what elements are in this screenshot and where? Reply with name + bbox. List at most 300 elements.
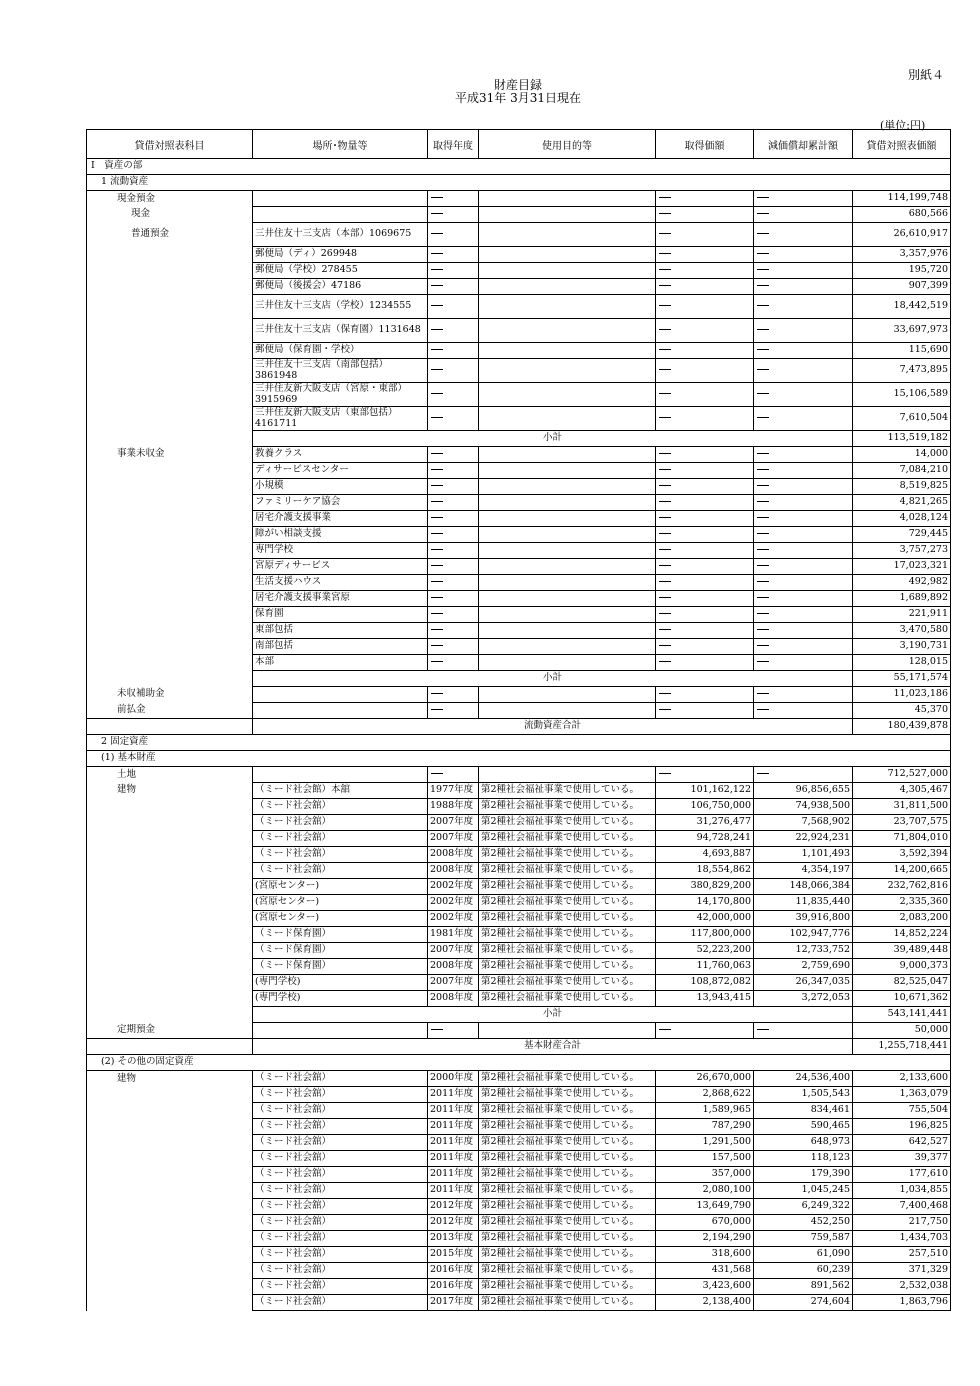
purpose-cell <box>479 527 656 543</box>
book-value-cell: 2,133,600 <box>853 1071 951 1087</box>
book-value-cell: 9,000,373 <box>853 959 951 975</box>
purpose-cell: 第2種社会福祉事業で使用している。 <box>479 1103 656 1119</box>
account-cell <box>87 607 253 623</box>
dash-mark <box>757 1029 769 1030</box>
purpose-cell <box>479 703 656 719</box>
book-value-cell: 712,527,000 <box>853 767 951 783</box>
location-cell: 三井住友新大阪支店（宮原・東部）3915969 <box>253 383 428 407</box>
dash-mark <box>757 369 769 370</box>
receivable-row <box>87 495 951 511</box>
book-value-cell: 492,982 <box>853 575 951 591</box>
location-cell: （ミード社会舘） <box>253 1135 428 1151</box>
book-value-cell: 10,671,362 <box>853 991 951 1007</box>
year-cell: 2008年度 <box>428 959 479 975</box>
book-value-cell: 7,400,468 <box>853 1199 951 1215</box>
account-cell: 建物 <box>87 783 253 799</box>
year-cell <box>428 767 479 783</box>
dash-mark <box>757 613 769 614</box>
book-value-cell: 7,473,895 <box>853 359 951 383</box>
book-value-cell: 14,200,665 <box>853 863 951 879</box>
subtotal-value: 113,519,182 <box>853 431 951 447</box>
purpose-cell: 第2種社会福祉事業で使用している。 <box>479 863 656 879</box>
book-value-cell: 50,000 <box>853 1023 951 1039</box>
location-cell: （ミード保育園） <box>253 943 428 959</box>
year-cell: 2011年度 <box>428 1119 479 1135</box>
account-cell <box>87 359 253 383</box>
year-cell: 2011年度 <box>428 1167 479 1183</box>
dash-mark <box>431 349 443 350</box>
book-value-cell: 2,335,360 <box>853 895 951 911</box>
account-cell <box>87 1295 253 1311</box>
account-cell: 建物 <box>87 1071 253 1087</box>
depreciation-cell: 759,587 <box>754 1231 853 1247</box>
account-cell <box>87 623 253 639</box>
dash-mark <box>431 501 443 502</box>
purpose-cell: 第2種社会福祉事業で使用している。 <box>479 975 656 991</box>
receivable-row <box>87 623 951 639</box>
year-cell <box>428 343 479 359</box>
purpose-cell: 第2種社会福祉事業で使用している。 <box>479 1167 656 1183</box>
deposit-row <box>87 295 951 319</box>
account-cell: 定期預金 <box>87 1023 253 1039</box>
location-cell: 南部包括 <box>253 639 428 655</box>
location-cell: 居宅介護支援事業宮原 <box>253 591 428 607</box>
year-cell: 2011年度 <box>428 1135 479 1151</box>
book-value-cell: 2,532,038 <box>853 1279 951 1295</box>
purpose-cell: 第2種社会福祉事業で使用している。 <box>479 991 656 1007</box>
purpose-cell <box>479 495 656 511</box>
document-title-block <box>0 79 980 105</box>
cost-cell: 42,000,000 <box>656 911 754 927</box>
dash-mark <box>431 773 443 774</box>
cost-cell: 318,600 <box>656 1247 754 1263</box>
dash-mark <box>431 329 443 330</box>
account-cell <box>87 1167 253 1183</box>
account-cell <box>87 1215 253 1231</box>
year-cell <box>428 623 479 639</box>
cost-cell <box>656 207 754 223</box>
location-cell: 三井住友十三支店（保育園）1131648 <box>253 319 428 343</box>
dash-mark <box>659 253 671 254</box>
location-cell: (宮原センター) <box>253 911 428 927</box>
building-row <box>87 1103 951 1119</box>
dash-mark <box>431 213 443 214</box>
building-row <box>87 1263 951 1279</box>
account-cell <box>87 1151 253 1167</box>
purpose-cell: 第2種社会福祉事業で使用している。 <box>479 847 656 863</box>
book-value-cell: 1,434,703 <box>853 1231 951 1247</box>
cost-cell <box>656 359 754 383</box>
book-value-cell: 755,504 <box>853 1103 951 1119</box>
book-value-cell: 907,399 <box>853 279 951 295</box>
book-value-cell: 3,190,731 <box>853 639 951 655</box>
deposit-row <box>87 263 951 279</box>
year-cell <box>428 279 479 295</box>
location-cell: （ミード社会舘） <box>253 1247 428 1263</box>
purpose-cell <box>479 383 656 407</box>
dash-mark <box>659 565 671 566</box>
year-cell <box>428 479 479 495</box>
book-value-cell: 1,863,796 <box>853 1295 951 1311</box>
book-value-cell: 232,762,816 <box>853 879 951 895</box>
cost-cell <box>656 343 754 359</box>
dash-mark <box>659 305 671 306</box>
building-row <box>87 879 951 895</box>
cost-cell: 357,000 <box>656 1167 754 1183</box>
purpose-cell <box>479 279 656 295</box>
building-row <box>87 1231 951 1247</box>
depreciation-cell <box>754 463 853 479</box>
depreciation-cell <box>754 607 853 623</box>
year-cell <box>428 591 479 607</box>
building-row <box>87 815 951 831</box>
purpose-cell <box>479 479 656 495</box>
location-cell: 三井住友十三支店（南部包括）3861948 <box>253 359 428 383</box>
cost-cell <box>656 247 754 263</box>
account-cell <box>87 479 253 495</box>
dash-mark <box>757 629 769 630</box>
depreciation-cell: 452,250 <box>754 1215 853 1231</box>
receivable-row <box>87 463 951 479</box>
cost-cell: 18,554,862 <box>656 863 754 879</box>
depreciation-cell: 39,916,800 <box>754 911 853 927</box>
depreciation-cell: 274,604 <box>754 1295 853 1311</box>
dash-mark <box>757 393 769 394</box>
account-cell <box>87 407 253 431</box>
depreciation-cell <box>754 639 853 655</box>
dash-mark <box>757 285 769 286</box>
purpose-cell: 第2種社会福祉事業で使用している。 <box>479 1231 656 1247</box>
depreciation-cell <box>754 575 853 591</box>
cost-cell: 157,500 <box>656 1151 754 1167</box>
year-cell <box>428 543 479 559</box>
account-cell <box>87 1183 253 1199</box>
dash-mark <box>757 197 769 198</box>
deposit-row <box>87 359 951 383</box>
purpose-cell <box>479 575 656 591</box>
account-cell <box>87 831 253 847</box>
year-cell: 2008年度 <box>428 991 479 1007</box>
purpose-cell: 第2種社会福祉事業で使用している。 <box>479 1119 656 1135</box>
book-value-cell: 4,821,265 <box>853 495 951 511</box>
depreciation-cell <box>754 207 853 223</box>
depreciation-cell <box>754 319 853 343</box>
dash-mark <box>757 349 769 350</box>
purpose-cell: 第2種社会福祉事業で使用している。 <box>479 1183 656 1199</box>
cost-cell <box>656 383 754 407</box>
year-cell <box>428 687 479 703</box>
purpose-cell <box>479 223 656 247</box>
year-cell: 2008年度 <box>428 847 479 863</box>
dash-mark <box>757 305 769 306</box>
book-value-cell: 257,510 <box>853 1247 951 1263</box>
cost-cell <box>656 295 754 319</box>
location-cell: （ミード社会舘） <box>253 1231 428 1247</box>
book-value-cell: 18,442,519 <box>853 295 951 319</box>
book-value-cell: 8,519,825 <box>853 479 951 495</box>
depreciation-cell: 102,947,776 <box>754 927 853 943</box>
dash-mark <box>757 453 769 454</box>
deposit-row <box>87 223 951 247</box>
receivable-row <box>87 527 951 543</box>
book-value-cell: 82,525,047 <box>853 975 951 991</box>
year-cell <box>428 703 479 719</box>
dash-mark <box>659 213 671 214</box>
account-cell <box>87 591 253 607</box>
dash-mark <box>757 329 769 330</box>
dash-mark <box>659 501 671 502</box>
depreciation-cell <box>754 247 853 263</box>
year-cell: 2012年度 <box>428 1199 479 1215</box>
cost-cell <box>656 191 754 207</box>
location-cell: （ミード社会舘） <box>253 1071 428 1087</box>
year-cell <box>428 639 479 655</box>
book-value-cell: 39,489,448 <box>853 943 951 959</box>
location-cell <box>253 191 428 207</box>
depreciation-cell <box>754 703 853 719</box>
cost-cell <box>656 767 754 783</box>
depreciation-cell <box>754 263 853 279</box>
col-cost: 取得価額 <box>656 130 754 159</box>
account-cell <box>87 1087 253 1103</box>
dash-mark <box>659 285 671 286</box>
building-row <box>87 895 951 911</box>
receivable-row <box>87 479 951 495</box>
dash-mark <box>431 661 443 662</box>
account-cell <box>87 639 253 655</box>
location-cell: 三井住友十三支店（本部）1069675 <box>253 223 428 247</box>
depreciation-cell <box>754 527 853 543</box>
account-cell: 前払金 <box>87 703 253 719</box>
purpose-cell: 第2種社会福祉事業で使用している。 <box>479 1071 656 1087</box>
receivable-row <box>87 639 951 655</box>
year-cell <box>428 191 479 207</box>
book-value-cell: 17,023,321 <box>853 559 951 575</box>
dash-mark <box>659 581 671 582</box>
account-cell <box>87 799 253 815</box>
col-book-value: 貸借対照表価額 <box>853 130 951 159</box>
dash-mark <box>659 329 671 330</box>
total-label: 流動資産合計 <box>253 719 853 735</box>
cost-cell: 380,829,200 <box>656 879 754 895</box>
location-cell: 三井住友新大阪支店（東部包括）4161711 <box>253 407 428 431</box>
section-row <box>87 1055 951 1071</box>
account-cell <box>87 943 253 959</box>
depreciation-cell <box>754 511 853 527</box>
cost-cell <box>656 575 754 591</box>
purpose-cell <box>479 295 656 319</box>
subtotal-row <box>87 431 951 447</box>
dash-mark <box>431 269 443 270</box>
cost-cell: 101,162,122 <box>656 783 754 799</box>
year-cell <box>428 463 479 479</box>
dash-mark <box>431 709 443 710</box>
year-cell <box>428 447 479 463</box>
location-cell <box>253 703 428 719</box>
year-cell <box>428 607 479 623</box>
account-cell <box>87 815 253 831</box>
location-cell: （ミード社会舘） <box>253 863 428 879</box>
section-row <box>87 735 951 751</box>
cost-cell: 670,000 <box>656 1215 754 1231</box>
cost-cell: 31,276,477 <box>656 815 754 831</box>
dash-mark <box>431 581 443 582</box>
purpose-cell <box>479 1023 656 1039</box>
account-cell <box>87 527 253 543</box>
dash-mark <box>757 233 769 234</box>
location-cell: 居宅介護支援事業 <box>253 511 428 527</box>
year-cell: 2011年度 <box>428 1183 479 1199</box>
dash-mark <box>431 469 443 470</box>
year-cell <box>428 495 479 511</box>
account-cell <box>87 927 253 943</box>
purpose-cell <box>479 463 656 479</box>
depreciation-cell <box>754 687 853 703</box>
depreciation-cell <box>754 495 853 511</box>
depreciation-cell <box>754 295 853 319</box>
dash-mark <box>431 369 443 370</box>
year-cell: 2016年度 <box>428 1263 479 1279</box>
year-cell: 2016年度 <box>428 1279 479 1295</box>
year-cell <box>428 575 479 591</box>
year-cell <box>428 295 479 319</box>
year-cell: 2002年度 <box>428 879 479 895</box>
account-cell: 現金 <box>87 207 253 223</box>
location-cell: （ミード社会舘） <box>253 1279 428 1295</box>
cash-sub-row <box>87 207 951 223</box>
depreciation-cell <box>754 655 853 671</box>
dash-mark <box>659 629 671 630</box>
section-row <box>87 175 951 191</box>
account-cell: 現金預金 <box>87 191 253 207</box>
purpose-cell <box>479 623 656 639</box>
purpose-cell <box>479 191 656 207</box>
location-cell: （ミード社会舘） <box>253 1167 428 1183</box>
location-cell: 教養クラス <box>253 447 428 463</box>
receivable-row <box>87 607 951 623</box>
receivable-row <box>87 575 951 591</box>
dash-mark <box>659 533 671 534</box>
dash-mark <box>757 773 769 774</box>
depreciation-cell <box>754 223 853 247</box>
cost-cell: 4,693,887 <box>656 847 754 863</box>
section-row <box>87 159 951 175</box>
dash-mark <box>431 517 443 518</box>
depreciation-cell: 24,536,400 <box>754 1071 853 1087</box>
location-cell: （ミード社会舘） <box>253 1183 428 1199</box>
purpose-cell: 第2種社会福祉事業で使用している。 <box>479 1087 656 1103</box>
cost-cell <box>656 655 754 671</box>
purpose-cell <box>479 207 656 223</box>
purpose-cell: 第2種社会福祉事業で使用している。 <box>479 799 656 815</box>
depreciation-cell <box>754 191 853 207</box>
cash-row <box>87 191 951 207</box>
cost-cell <box>656 479 754 495</box>
book-value-cell: 114,199,748 <box>853 191 951 207</box>
building-row <box>87 1071 951 1087</box>
total-value: 1,255,718,441 <box>853 1039 951 1055</box>
year-cell: 2017年度 <box>428 1295 479 1311</box>
purpose-cell: 第2種社会福祉事業で使用している。 <box>479 815 656 831</box>
depreciation-cell: 61,090 <box>754 1247 853 1263</box>
depreciation-cell: 118,123 <box>754 1151 853 1167</box>
location-cell: （ミード社会舘） <box>253 799 428 815</box>
cost-cell <box>656 639 754 655</box>
dash-mark <box>659 269 671 270</box>
purpose-cell: 第2種社会福祉事業で使用している。 <box>479 1295 656 1311</box>
book-value-cell: 11,023,186 <box>853 687 951 703</box>
section-row <box>87 751 951 767</box>
depreciation-cell: 179,390 <box>754 1167 853 1183</box>
cost-cell: 787,290 <box>656 1119 754 1135</box>
account-cell <box>87 719 253 735</box>
building-row <box>87 799 951 815</box>
dash-mark <box>431 597 443 598</box>
dash-mark <box>659 773 671 774</box>
col-depreciation: 減価償却累計額 <box>754 130 853 159</box>
purpose-cell: 第2種社会福祉事業で使用している。 <box>479 1135 656 1151</box>
account-cell <box>87 1039 253 1055</box>
dash-mark <box>431 417 443 418</box>
section-label: 1 流動資産 <box>87 175 951 191</box>
subtotal-value: 543,141,441 <box>853 1007 951 1023</box>
book-value-cell: 31,811,500 <box>853 799 951 815</box>
dash-mark <box>659 549 671 550</box>
account-cell <box>87 575 253 591</box>
subtotal-row <box>87 671 951 687</box>
cost-cell <box>656 319 754 343</box>
cost-cell <box>656 559 754 575</box>
location-cell: （ミード社会舘） <box>253 1151 428 1167</box>
purpose-cell <box>479 359 656 383</box>
total-value: 180,439,878 <box>853 719 951 735</box>
subtotal-label: 小計 <box>253 671 853 687</box>
book-value-cell: 4,028,124 <box>853 511 951 527</box>
year-cell: 2008年度 <box>428 863 479 879</box>
table-body <box>87 159 951 1311</box>
building-row <box>87 1295 951 1311</box>
year-cell: 2002年度 <box>428 895 479 911</box>
year-cell: 2015年度 <box>428 1247 479 1263</box>
book-value-cell: 23,707,575 <box>853 815 951 831</box>
cost-cell <box>656 279 754 295</box>
dash-mark <box>431 549 443 550</box>
subtotal-row <box>87 1007 951 1023</box>
year-cell: 2012年度 <box>428 1215 479 1231</box>
building-row <box>87 1167 951 1183</box>
purpose-cell <box>479 247 656 263</box>
cost-cell <box>656 703 754 719</box>
cost-cell: 2,194,290 <box>656 1231 754 1247</box>
location-cell: ディサービスセンター <box>253 463 428 479</box>
dash-mark <box>431 253 443 254</box>
cost-cell: 3,423,600 <box>656 1279 754 1295</box>
section-label: (1) 基本財産 <box>87 751 951 767</box>
account-cell <box>87 847 253 863</box>
depreciation-cell: 2,759,690 <box>754 959 853 975</box>
cost-cell: 2,868,622 <box>656 1087 754 1103</box>
dash-mark <box>659 645 671 646</box>
dash-mark <box>431 533 443 534</box>
account-cell <box>87 1119 253 1135</box>
cost-cell <box>656 687 754 703</box>
book-value-cell: 729,445 <box>853 527 951 543</box>
book-value-cell: 680,566 <box>853 207 951 223</box>
purpose-cell <box>479 543 656 559</box>
receivable-row <box>87 543 951 559</box>
depreciation-cell: 1,045,245 <box>754 1183 853 1199</box>
dash-mark <box>659 709 671 710</box>
